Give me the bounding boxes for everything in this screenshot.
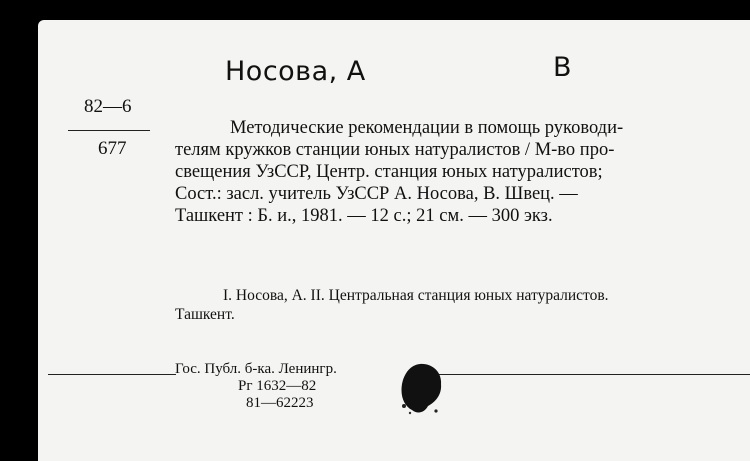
- footer-card-number: 81—62223: [246, 395, 314, 411]
- handwritten-mark: В: [553, 52, 573, 83]
- description-line: Ташкент : Б. и., 1981. — 12 с.; 21 см. — 300 экз.: [175, 206, 553, 226]
- footer-rule-left: [48, 374, 176, 375]
- footer-library: Гос. Публ. б-ка. Ленингр.: [175, 361, 337, 377]
- description-line: Сост.: засл. учитель УзССР А. Носова, В. Швец. —: [175, 184, 578, 204]
- call-number-top: 82—6: [84, 96, 132, 117]
- tracings-line: Ташкент.: [175, 306, 235, 323]
- call-number-bottom: 677: [98, 138, 127, 159]
- description-line: свещения УзССР, Центр. станция юных натуралистов;: [175, 162, 603, 182]
- handwritten-heading: Носова, А: [225, 56, 366, 87]
- tracings-line: I. Носова, А. II. Центральная станция юных натуралистов.: [223, 287, 609, 304]
- catalog-card: [38, 20, 750, 461]
- call-number-divider: [68, 130, 150, 131]
- ink-blot-icon: [398, 362, 444, 416]
- footer-rule-right: [433, 374, 750, 375]
- description-line: телям кружков станции юных натуралистов / М-во про-: [175, 140, 615, 160]
- description-line: Методические рекомендации в помощь руководи-: [230, 118, 624, 138]
- footer-order-number: Рг 1632—82: [238, 378, 317, 394]
